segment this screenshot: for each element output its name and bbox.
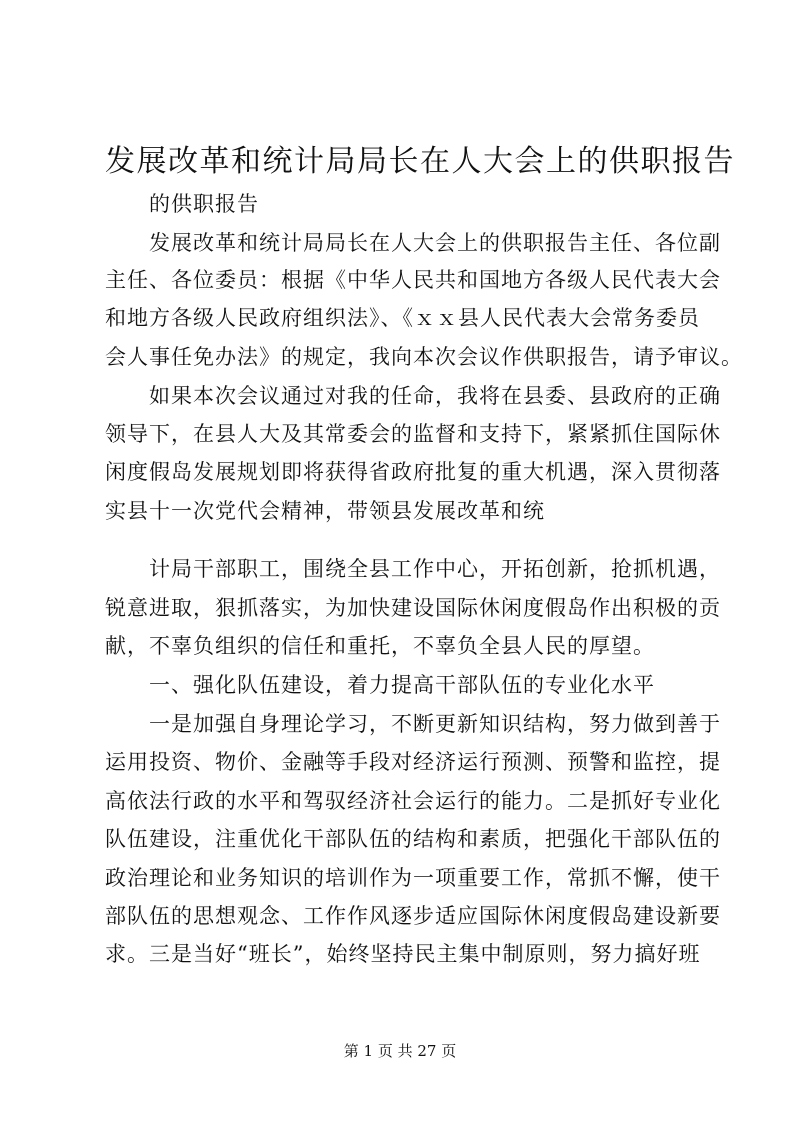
body-line-3: 主任、各位委员：根据《中华人民共和国地方各级人民代表大会 [105,268,721,292]
body-line-9: 实县十一次党代会精神，带领县发展改革和统 [105,499,545,523]
body-line-13: 一是加强自身理论学习，不断更新知识结构，努力做到善于 [149,712,721,736]
body-line-11: 锐意进取，狠抓落实，为加快建设国际休闲度假岛作出积极的贡 [105,596,721,620]
document-title: 发展改革和统计局局长在人大会上的供职报告 [105,144,735,179]
body-line-5: 会人事任免办法》的规定，我向本次会议作供职报告，请予审议。 [105,345,743,369]
body-line-10: 计局干部职工，围绕全县工作中心，开拓创新，抢抓机遇， [149,557,721,581]
body-line-19: 求。三是当好“班长”，始终坚持民主集中制原则，努力搞好班 [105,942,701,966]
body-line-15: 高依法行政的水平和驾驭经济社会运行的能力。二是抓好专业化 [105,789,721,813]
body-line-16: 队伍建设，注重优化干部队伍的结构和素质，把强化干部队伍的 [105,827,721,851]
body-line-7: 领导下，在县人大及其常委会的监督和支持下，紧紧抓住国际休 [105,422,721,446]
body-line-8: 闲度假岛发展规划即将获得省政府批复的重大机遇，深入贯彻落 [105,460,721,484]
body-line-2: 发展改革和统计局局长在人大会上的供职报告主任、各位副 [149,231,721,255]
page-number: 第 1 页 共 27 页 [343,1042,457,1060]
body-line-4: 和地方各级人民政府组织法》、《ｘｘ县人民代表大会常务委员 [105,306,700,330]
body-line-14: 运用投资、物价、金融等手段对经济运行预测、预警和监控，提 [105,750,721,774]
body-line-6: 如果本次会议通过对我的任命，我将在县委、县政府的正确 [149,384,721,408]
body-line-1: 的供职报告 [149,192,259,216]
section-heading-1: 一、强化队伍建设，着力提高干部队伍的专业化水平 [149,673,655,697]
body-line-12: 献，不辜负组织的信任和重托，不辜负全县人民的厚望。 [105,634,655,658]
body-line-17: 政治理论和业务知识的培训作为一项重要工作，常抓不懈，使干 [105,866,721,890]
body-line-18: 部队伍的思想观念、工作作风逐步适应国际休闲度假岛建设新要 [105,904,721,928]
